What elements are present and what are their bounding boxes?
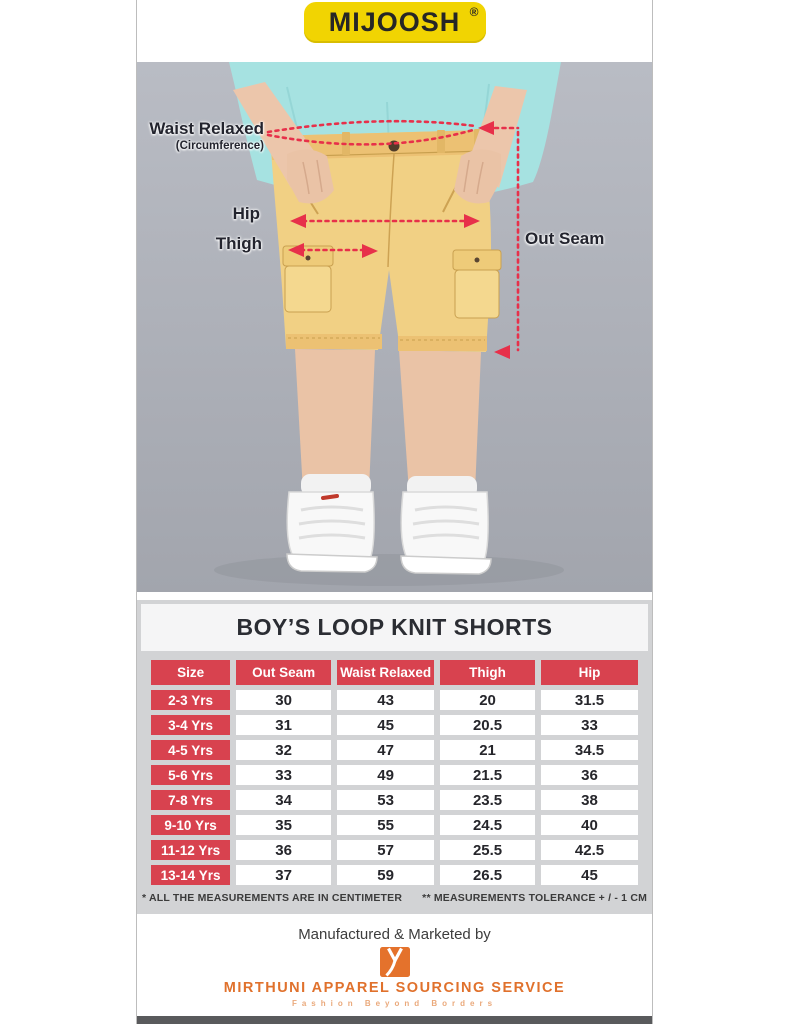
value-cell: 31.5: [541, 690, 638, 710]
waist-relaxed-label: Waist Relaxed (Circumference): [137, 119, 264, 153]
value-cell: 20: [440, 690, 535, 710]
value-cell: 24.5: [440, 815, 535, 835]
value-cell: 37: [236, 865, 331, 885]
value-cell: 38: [541, 790, 638, 810]
footnote-units: * ALL THE MEASUREMENTS ARE IN CENTIMETER: [141, 892, 403, 904]
title-strip: [141, 604, 648, 651]
mirthuni-m-logo-icon: [380, 947, 410, 977]
value-cell: 30: [236, 690, 331, 710]
footnote-tolerance: ** MEASUREMENTS TOLERANCE + / - 1 CM: [422, 892, 648, 904]
value-cell: 20.5: [440, 715, 535, 735]
hip-label: Hip: [232, 204, 260, 223]
value-cell: 36: [541, 765, 638, 785]
size-cell: 2-3 Yrs: [151, 690, 230, 710]
table-row: [151, 815, 638, 835]
table-header-row: [151, 660, 638, 685]
value-cell: 40: [541, 815, 638, 835]
size-cell: 3-4 Yrs: [151, 715, 230, 735]
size-table: [151, 660, 638, 890]
value-cell: 33: [541, 715, 638, 735]
content-column: [136, 0, 653, 1024]
value-cell: 25.5: [440, 840, 535, 860]
table-row: [151, 790, 638, 810]
waist-circumference-sublabel: (Circumference): [175, 140, 264, 152]
column-header-outseam: Out Seam: [236, 660, 331, 685]
thigh-label: Thigh: [215, 234, 262, 253]
product-photo: [137, 62, 652, 592]
size-cell: 9-10 Yrs: [151, 815, 230, 835]
value-cell: 49: [337, 765, 434, 785]
value-cell: 59: [337, 865, 434, 885]
manufacturer-block: [137, 914, 652, 1016]
value-cell: 42.5: [541, 840, 638, 860]
value-cell: 45: [541, 865, 638, 885]
value-cell: 55: [337, 815, 434, 835]
size-cell: 13-14 Yrs: [151, 865, 230, 885]
size-chart-panel: [137, 600, 652, 914]
bottom-bar: [137, 1016, 652, 1024]
product-title: BOY’S LOOP KNIT SHORTS: [236, 614, 553, 640]
size-cell: 4-5 Yrs: [151, 740, 230, 760]
value-cell: 34: [236, 790, 331, 810]
value-cell: 34.5: [541, 740, 638, 760]
size-cell: 5-6 Yrs: [151, 765, 230, 785]
column-header-thigh: Thigh: [440, 660, 535, 685]
registered-trademark-icon: ®: [469, 5, 479, 19]
column-header-hip: Hip: [541, 660, 638, 685]
value-cell: 32: [236, 740, 331, 760]
size-cell: 7-8 Yrs: [151, 790, 230, 810]
value-cell: 31: [236, 715, 331, 735]
value-cell: 21: [440, 740, 535, 760]
table-row: [151, 740, 638, 760]
value-cell: 21.5: [440, 765, 535, 785]
value-cell: 57: [337, 840, 434, 860]
value-cell: 33: [236, 765, 331, 785]
table-row: [151, 690, 638, 710]
table-row: [151, 765, 638, 785]
measurement-footnote: [137, 892, 652, 904]
manufacturer-name: MIRTHUNI APPAREL SOURCING SERVICE: [223, 980, 566, 996]
value-cell: 26.5: [440, 865, 535, 885]
value-cell: 35: [236, 815, 331, 835]
value-cell: 47: [337, 740, 434, 760]
column-header-waist: Waist Relaxed: [337, 660, 434, 685]
manufactured-by-text: Manufactured & Marketed by: [298, 926, 491, 943]
table-row: [151, 865, 638, 885]
outseam-label: Out Seam: [525, 229, 605, 248]
brand-band: [137, 0, 652, 62]
value-cell: 43: [337, 690, 434, 710]
value-cell: 53: [337, 790, 434, 810]
column-header-size: Size: [151, 660, 230, 685]
table-row: [151, 715, 638, 735]
value-cell: 45: [337, 715, 434, 735]
size-cell: 11-12 Yrs: [151, 840, 230, 860]
brand-logo-text: MIJOOSH: [328, 7, 461, 37]
manufacturer-tagline: Fashion Beyond Borders: [291, 999, 498, 1008]
brand-logo-badge: [304, 2, 486, 43]
value-cell: 23.5: [440, 790, 535, 810]
value-cell: 36: [236, 840, 331, 860]
table-row: [151, 840, 638, 860]
